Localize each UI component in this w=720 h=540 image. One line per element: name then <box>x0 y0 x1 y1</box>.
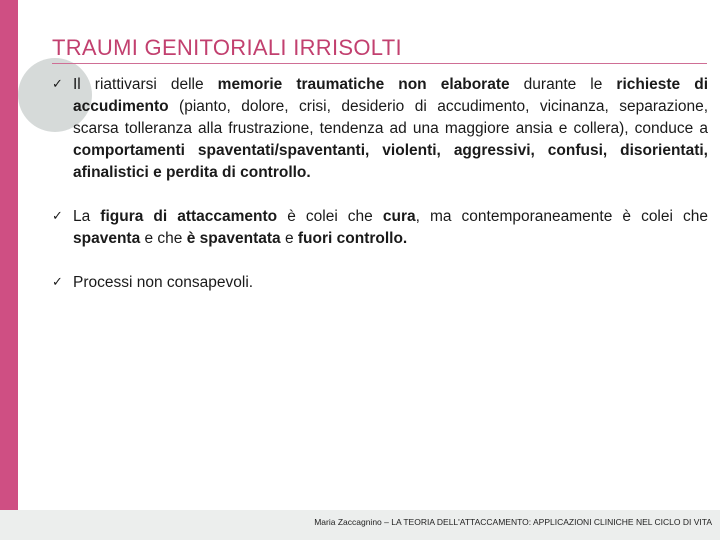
text-segment-bold: cura <box>382 208 416 225</box>
text-segment-bold: comportamenti spaventati/spaventanti, violenti, aggressivi, confusi, disorientati, afinalistici e perdita di controllo. <box>73 142 708 181</box>
checkmark-icon: ✓ <box>52 77 63 92</box>
checkmark-icon: ✓ <box>52 275 63 290</box>
bullet-item <box>52 206 708 250</box>
text-segment: (pianto, dolore, crisi, desiderio di accudimento, vicinanza, separazione, scarsa tolleranza alla frustrazione, tendenza ad una maggiore ansia e collera), conduce a <box>73 98 708 137</box>
text-segment: durante le <box>509 76 617 93</box>
text-segment-bold: è spaventata <box>186 230 281 247</box>
bullet-text <box>73 76 708 181</box>
bullet-text: Processi non consapevoli. <box>73 274 254 291</box>
text-segment: Il riattivarsi delle <box>73 76 218 93</box>
text-segment: e <box>280 230 298 247</box>
text-segment-bold: richieste di accudimento <box>73 76 709 115</box>
bullet-text <box>73 208 708 247</box>
footer-credit: Maria Zaccagnino – LA TEORIA DELL'ATTACCAMENTO: APPLICAZIONI CLINICHE NEL CICLO DI VITA <box>314 517 712 527</box>
text-segment-bold: fuori controllo. <box>297 230 408 247</box>
text-segment-bold: spaventa <box>73 230 141 247</box>
text-segment: è colei che <box>277 208 383 225</box>
slide-title: TRAUMI GENITORIALI IRRISOLTI <box>52 35 402 60</box>
text-segment-bold: figura di attaccamento <box>100 208 278 225</box>
text-segment: , ma contemporaneamente è colei che <box>415 208 708 225</box>
bullet-list <box>52 74 708 294</box>
text-segment-bold: memorie traumatiche non elaborate <box>217 76 510 93</box>
title-underline <box>52 63 707 64</box>
text-segment: La <box>73 208 101 225</box>
left-accent-bar <box>0 0 18 540</box>
bullet-item <box>52 74 708 184</box>
bullet-item <box>52 272 708 294</box>
checkmark-icon: ✓ <box>52 209 63 224</box>
text-segment: e che <box>140 230 187 247</box>
